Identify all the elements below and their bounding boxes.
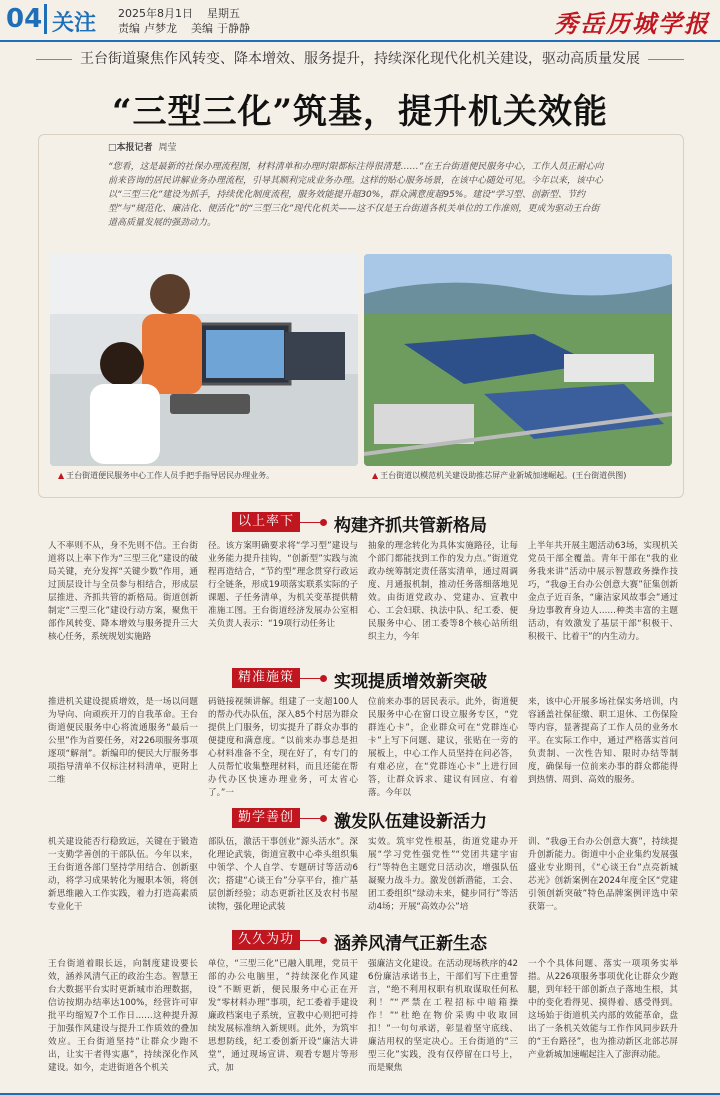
page-header [0, 0, 720, 42]
subhead-tag: 勤学善创 [232, 808, 300, 828]
caption-marker-icon: ▲ [58, 471, 65, 480]
newspaper-masthead: 秀岳历城学报 [554, 9, 710, 38]
body-column: 来，该中心开展多场社保实务培训，内容涵盖社保征缴、职工退休、工伤保险等内容，显著提高了工作人员的业务水平。在实际工作中，通过严格落实首问负责制、一次性告知、限时办结等制度，确保每一位前来办事的群众都能得到热情、周到、高效的服务。 [528, 697, 678, 785]
article-deck-text: 王台街道聚焦作风转变、降本增效、服务提升，持续深化现代化机关建设，驱动高质量发展 [80, 51, 640, 67]
body-column: 推进机关建设提质增效，是一场以问题为导向、向顽疾开刀的自我革命。王台街道便民服务中心将流通服务“最后一公里”作为首要任务，对226项服务事项逐项“解剖”。新编印的便民大厅服务事项指导清单不仅标注材料清单，更附上二维 [48, 697, 198, 785]
byline-label: □本报记者 [108, 143, 153, 153]
editor-label: 责编 [118, 22, 140, 35]
subhead-dot-icon [320, 815, 327, 822]
section-4-body [48, 958, 678, 1093]
byline-name: 周莹 [158, 143, 177, 153]
page-number: 04 [6, 4, 43, 34]
issue-meta [118, 6, 264, 36]
section-name: 关注 [52, 11, 97, 36]
photo-industrial-park-image [364, 254, 672, 466]
photo-caption-1-text: 王台街道便民服务中心工作人员手把手指导居民办理业务。 [66, 471, 275, 480]
issue-weekday: 星期五 [207, 7, 240, 20]
subhead-2 [0, 668, 720, 692]
body-column: 训、“我@王台办公创意大赛”，持续提升创新能力。街道中小企业集约发展强盛业专业期刊，《“心谈王台”点亮新城芯光》创新案例在2024年度全区“党建引领创新突破”特色品牌案例评选中荣获第一。 [528, 837, 678, 912]
subhead-tag: 久久为功 [232, 930, 300, 950]
subhead-rule [300, 678, 322, 679]
photo-service-center [50, 254, 358, 466]
subhead-dot-icon [320, 519, 327, 526]
subhead-title: 构建齐抓共管新格局 [334, 516, 487, 536]
body-column: 码链接视频讲解。组建了一支超100人的帮办代办队伍，深入85个村居为群众提供上门服务，切实提升了群众办事的便捷度和满意度。“以前来办事总是担心材料准备不全，现在好了，有专门的人员帮忙收集整理材料，而且还能在帮办代办区快速办理业务，可太省心了。”一 [208, 697, 358, 798]
subhead-3 [0, 808, 720, 832]
body-column: 部队伍，激活干事创业“源头活水”。深化理论武装，街道宣教中心牵头组织集中领学、个人自学、专题研讨等活动6次；搭建“心谈王台”分享平台，推广基层创新经验；动态更新社区及农村书屋读物，强化理论武装 [208, 837, 358, 912]
article-headline: “三型三化”筑基，提升机关效能 [111, 92, 609, 132]
subhead-rule [300, 818, 322, 819]
caption-marker-icon: ▲ [372, 471, 379, 480]
subhead-4 [0, 930, 720, 954]
subhead-tag: 以上率下 [232, 512, 300, 532]
subhead-rule [300, 522, 322, 523]
subhead-1 [0, 512, 720, 536]
designer-name: 于静静 [217, 22, 250, 35]
photo-caption-1 [58, 470, 274, 481]
subhead-rule [300, 940, 322, 941]
photo-service-center-image [50, 254, 358, 466]
body-column: 一个个具体问题、落实一项项务实举措。从226项服务事项优化让群众少跑腿，到年轻干部创新点子落地生根，其中的变化看得见、摸得着、感受得到。这场始于街道机关内部的效能革命，盘出了一条机关效能与工作作风同步跃升的“王台路径”，也为推动新区北部芯屏产业新城加速崛起注入了澎湃动能。 [528, 959, 678, 1060]
photo-industrial-park [364, 254, 672, 466]
body-column: 实效。筑牢党性根基，街道党建办开展“学习党性强党性”“党团共建宇宙行”等特色主题党日活动次，增强队伍凝聚力战斗力。激发创新潜能，工会、团工委组织“绿动未来，健步同行”等活动4场；开展“高效办公”培 [368, 837, 518, 912]
photo-caption-2-text: 王台街道以模范机关建设助推芯屏产业新城加速崛起。(王台街道供图) [380, 471, 627, 480]
byline [108, 140, 177, 153]
subhead-title: 激发队伍建设新活力 [334, 812, 487, 832]
body-column: 强廉洁文化建设。在活动现场秩序的426份廉洁承诺书上，干部们写下庄重誓言，“绝不利用权职有机取谋取任何私利！”“严禁在工程招标中暗箱操作！”“杜绝在物价采购中收取回扣！”一句句承诺，彰显着坚守底线、廉洁用权的坚定决心。王台街道的“三型三化”实践，没有仅停留在口号上，而是聚焦 [368, 959, 518, 1073]
photo-caption-2 [372, 470, 626, 481]
issue-date: 2025年8月1日 [118, 7, 193, 20]
body-column: 机关建设能否行稳致远，关键在于锻造一支勤学善创的干部队伍。今年以来，王台街道各部门坚持学用结合、创新驱动，将学习成果转化为履职本领，将创新思维融入工作实践，着力打造高素质专业化干 [48, 837, 198, 912]
editor-name: 卢梦龙 [144, 22, 177, 35]
body-column: 王台街道着眼长远，向制度建设要长效，涵养风清气正的政治生态。智慧王台大数据平台实时更新城市治理数据，信访按期办结率达100%，经营许可审批平均缩短7个工作日……这种提升源于加强作风建设与提升工作质效的叠加效应。王台街道坚持“让群众少跑不出，让实干者得实惠”，持续深化作风建设。如今，走进街道各个机关 [48, 959, 198, 1073]
subhead-dot-icon [320, 675, 327, 682]
designer-label: 美编 [191, 22, 213, 35]
header-divider [44, 4, 47, 34]
body-column: 径。该方案明确要求将“学习型”建设与业务能力提升挂钩，“创新型”实践与流程再造结合，“节约型”理念贯穿行政运行全链条，形成19项落实联系实际的子课题、子任务清单，为机关变革提供精准施工图。王台街道经济发展办公室相关负责人表示：“19项行动任务让 [208, 541, 358, 629]
body-column: 位前来办事的居民表示。此外，街道便民服务中心在窗口设立服务专区，“党群连心卡”，企业群众可在“党群连心卡”上写下问题、建议，张贴在一旁的展板上，中心工作人员坚持在问必答，有难必应，在“党群连心卡”上进行回答，让群众诉求、建议有回应、有着落。今年以 [368, 697, 518, 798]
subhead-title: 实现提质增效新突破 [334, 672, 487, 692]
body-column: 抽象的理念转化为具体实施路径，让每个部门都能找到工作的发力点。”街道党政办统筹制定责任落实清单，通过周调度、月通报机制，推动任务落细落地见效。由街道党政办、党建办、宣教中心、工会妇联、执法中队、纪工委、便民服务中心、团工委等8个核心站所组织主力，今年 [368, 541, 518, 642]
article-lead: “您看，这是最新的社保办理流程图，材料清单和办理时限都标注得很清楚……”在王台街道便民服务中心，工作人员正耐心向前来咨询的居民讲解业务办理流程，引导其顺利完成业务办理。这样的贴心服务场景，在该中心随处可见。今年以来，该中心以“三型三化”建设为抓手，持续优化制度流程，服务效能提升超30%，群众满意度超95%。建设“学习型、创新型、节约型”与“规范化、廉洁化、便活化”的“三型三化”现代化机关——这不仅是王台街道各机关单位的工作准则，更成为驱动王台街道高质量发展的强劲动力。 [108, 162, 604, 228]
subhead-title: 涵养风清气正新生态 [334, 934, 487, 954]
body-column: 人不率则不从，身不先则不信。王台街道将以上率下作为“三型三化”建设的破局关键，充分发挥“关键少数”作用，通过顶层设计与全员参与相结合，形成层层推进、齐抓共管的新格局。街道创新制定“三型三化”建设行动方案，聚焦干部作风转变、降本增效与服务提升三大核心任务，系统规划实施路 [48, 541, 198, 642]
article-deck [0, 48, 720, 68]
subhead-dot-icon [320, 937, 327, 944]
body-column: 单位，“三型三化”已融入肌理，党员干部的办公电脑里，“持续深化作风建设”不断更新，便民服务中心正在开发“零材料办理”事项，纪工委着手建设廉政档案电子系统，宣教中心则把可持续发展标准纳入新规则。此外，为筑牢思想防线，纪工委创新开设“廉洁大讲堂”，通过现场宣讲、观看专题片等形式，加 [208, 959, 358, 1073]
subhead-tag: 精准施策 [232, 668, 300, 688]
body-column: 上半年共开展主题活动63场，实现机关党员干部全覆盖。青年干部在“我的业务我来讲”活动中展示智慧政务操作技巧，“我@王台办公创意大赛”征集创新金点子近百条，“廉洁家风故事会”通过身边事教育身边人……种类丰富的主题活动，有效激发了基层干部“积极干、积极干、比着干”的内生动力。 [528, 541, 678, 642]
